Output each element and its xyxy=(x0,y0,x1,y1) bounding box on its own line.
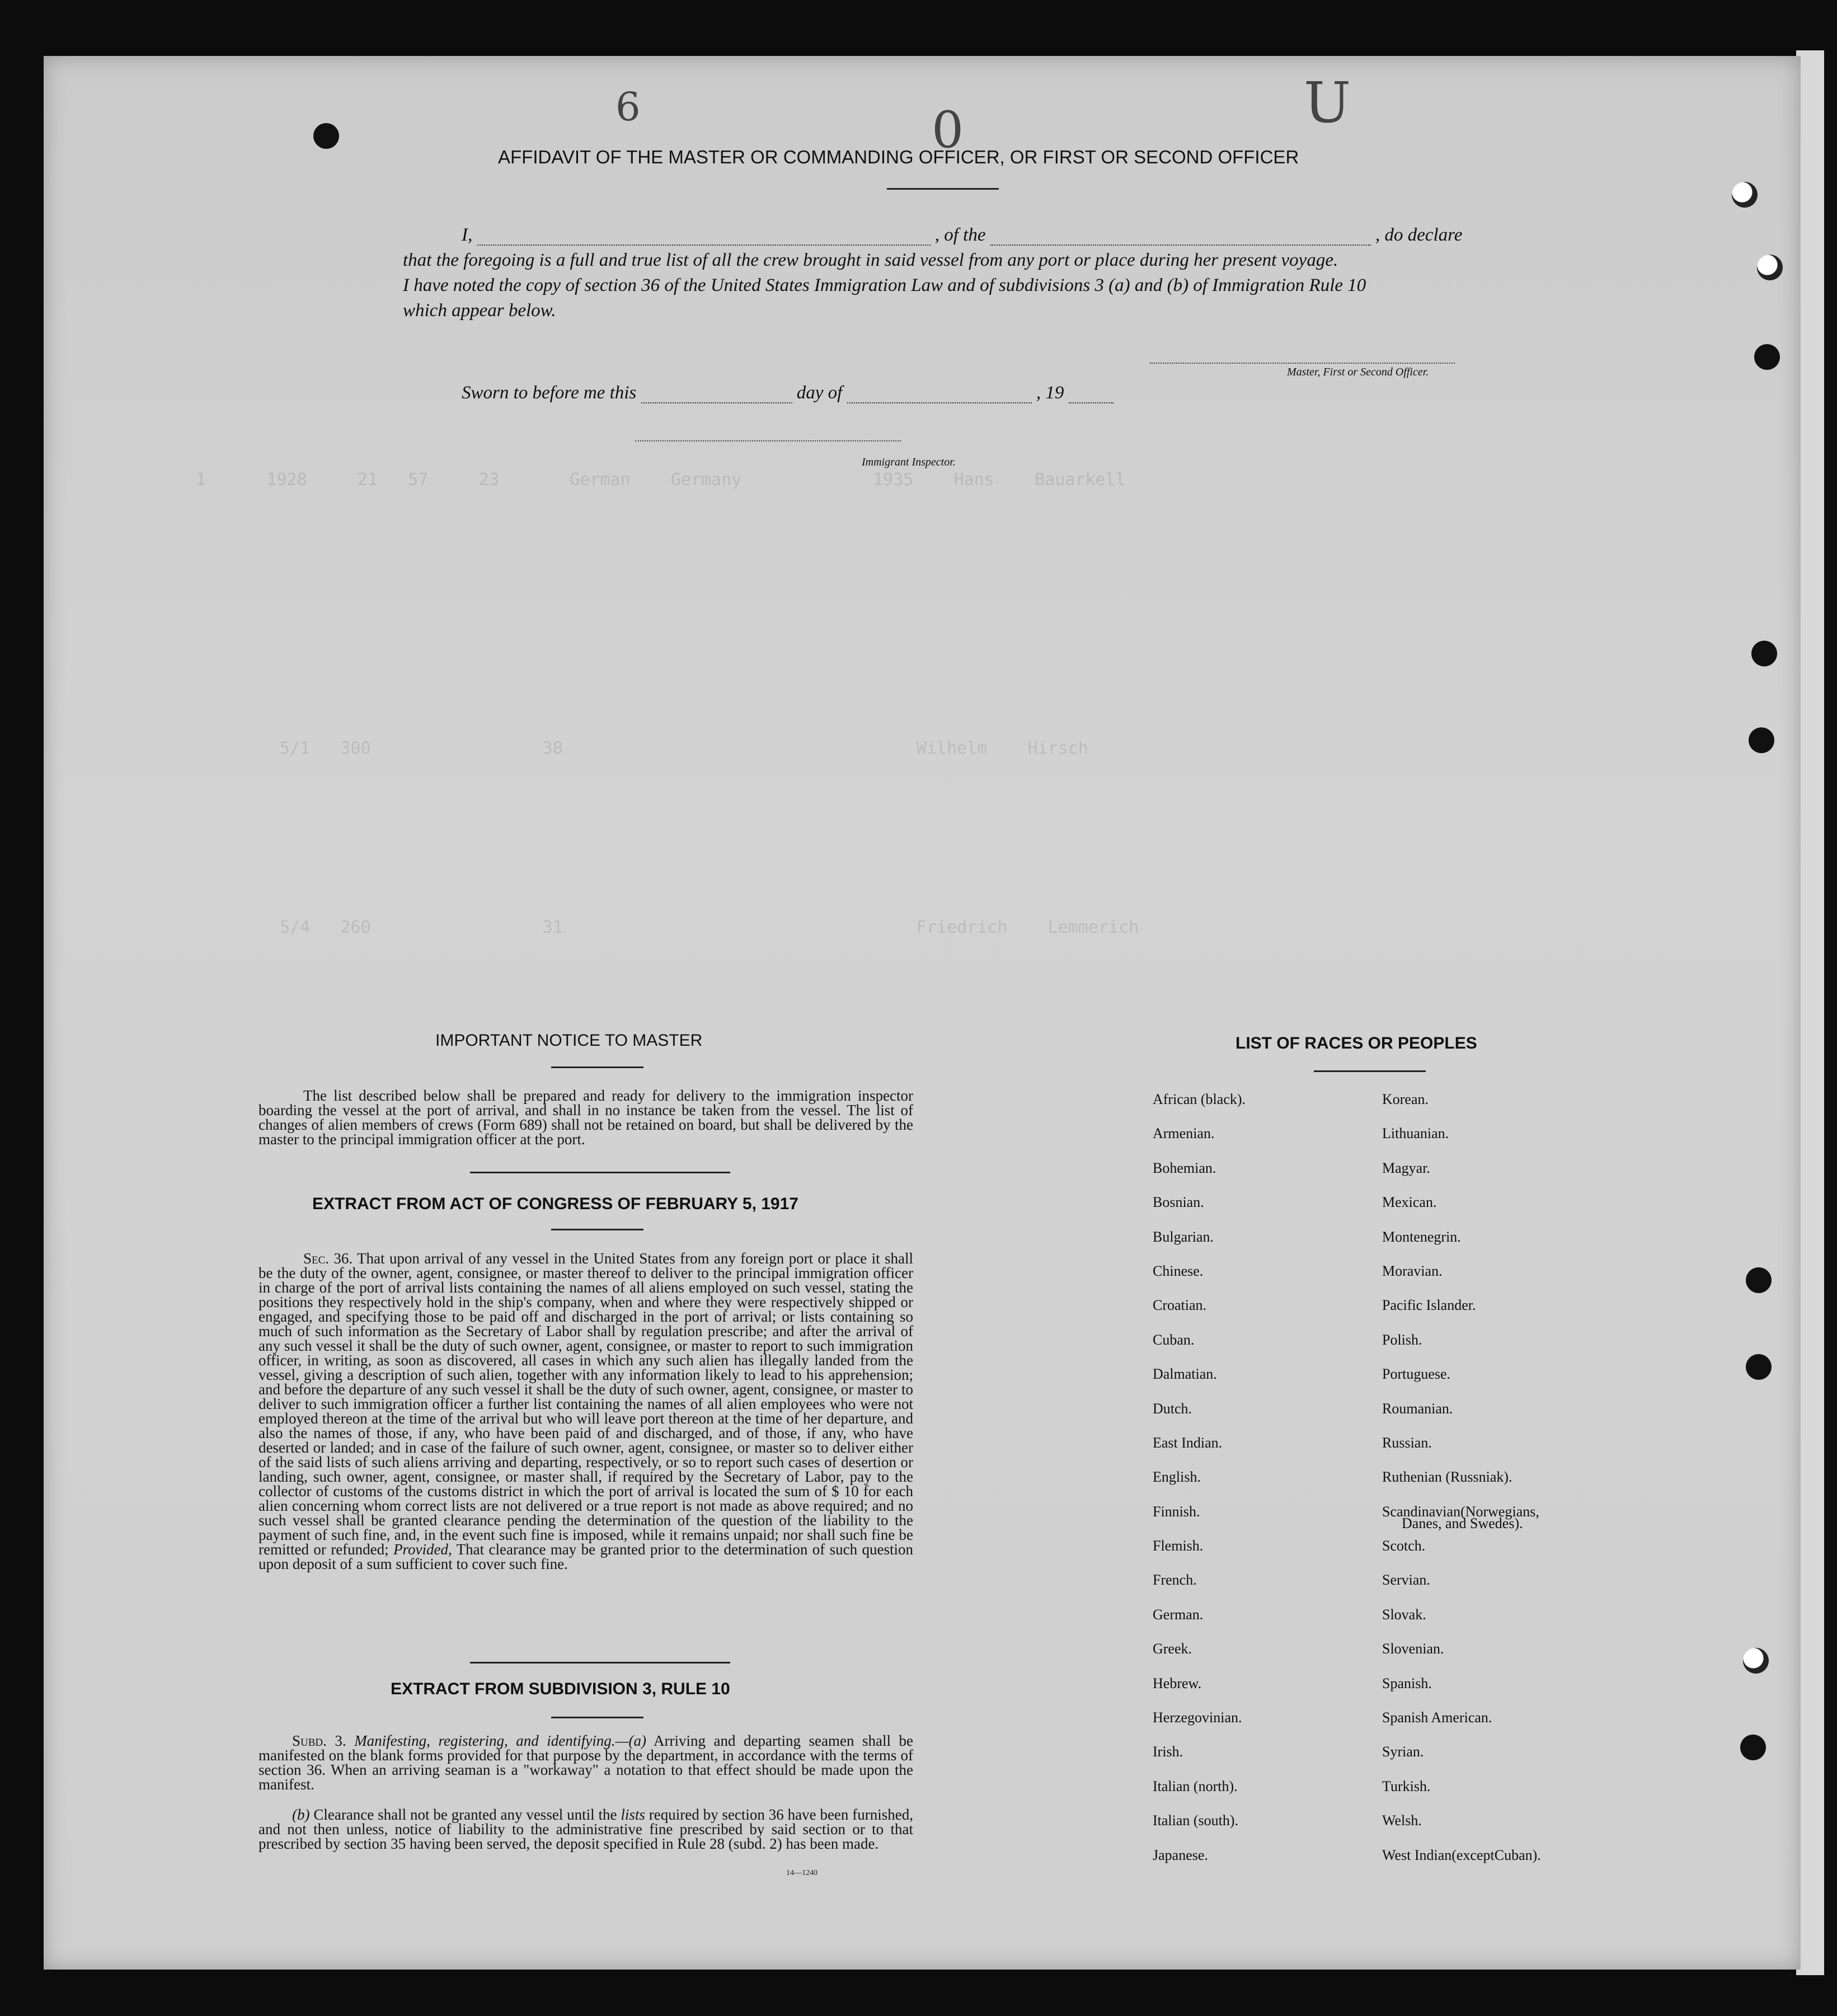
race-item: Magyar. xyxy=(1382,1159,1430,1176)
race-item: Dutch. xyxy=(1153,1400,1192,1417)
rule-extract-text-a xyxy=(259,1733,913,1792)
declare-label: , do declare xyxy=(1375,225,1463,245)
punch-hole xyxy=(313,123,339,149)
form-code: 14—1240 xyxy=(786,1869,818,1877)
bleed-through-text: 5/4 260 31 Friedrich Lemmerich xyxy=(280,918,1139,937)
rule-text-a: Arriving and departing seamen shall be manifested on the blank forms provided for that purpose by the department, in accordance with the terms of section 36. When an arriving seaman is a "workaway" a notation to that effect should be made upon the manifest. xyxy=(259,1732,914,1793)
race-item: Italian (south). xyxy=(1153,1812,1239,1829)
divider xyxy=(887,188,999,190)
affidavit-title: AFFIDAVIT OF THE MASTER OR COMMANDING OFFICER, OR FIRST OR SECOND OFFICER xyxy=(498,147,1299,167)
races-title: LIST OF RACES OR PEOPLES xyxy=(1235,1034,1477,1052)
lists-word: lists xyxy=(621,1806,645,1823)
race-item: French. xyxy=(1153,1572,1197,1589)
race-item: Irish. xyxy=(1153,1744,1183,1760)
punch-hole xyxy=(1751,641,1777,666)
handwritten-mark: 0 xyxy=(932,101,964,159)
race-item: Turkish. xyxy=(1382,1778,1431,1794)
race-item: Spanish American. xyxy=(1382,1709,1492,1726)
divider xyxy=(551,1717,643,1718)
inspector-label: Immigrant Inspector. xyxy=(862,456,956,468)
month-field[interactable] xyxy=(847,390,1032,403)
of-the-label: , of the xyxy=(934,225,986,245)
sworn-label: Sworn to before me this xyxy=(462,383,637,403)
provided-label: Provided, xyxy=(393,1541,452,1558)
punch-hole xyxy=(1740,1735,1766,1760)
race-item: Lithuanian. xyxy=(1382,1125,1449,1142)
act-extract-title: EXTRACT FROM ACT OF CONGRESS OF FEBRUARY 5, 1917 xyxy=(312,1195,798,1213)
race-item: Flemish. xyxy=(1153,1538,1204,1554)
race-item: Armenian. xyxy=(1153,1125,1215,1142)
rule-text-b2: required by section 36 have been furnished, and not then unless, notice of liability to the administrative fine prescribed by said section or to that prescribed by section 35 having been served, the deposit specified in Rule 28 (subd. 2) has been made. xyxy=(259,1806,913,1852)
race-item: Herzegovinian. xyxy=(1153,1709,1242,1726)
race-item: Montenegrin. xyxy=(1382,1228,1461,1245)
act-text: That upon arrival of any vessel in the United States from any foreign port or place it shall be the duty of the owner, agent, consignee, or master thereof to deliver to the principal immigration officer in charge of the port of arrival lists containing the names of all aliens employed on such vessel, stating the positions they respectively hold in the ship's company, when and where they were respectively shipped or engaged, and specifying those to be paid off and discharged in the port of arrival; or lists containing so much of such information as the Secretary of Labor shall by regulation prescribe; and after the arrival of any such vessel it shall be the duty of such owner, agent, consignee, or master to report to such immigration officer, in writing, as soon as discovered, all cases in which any such alien has illegally landed from the vessel, giving a description of such alien, together with any information likely to lead to his apprehension; and before the departure of any such vessel it shall be the duty of such owner, agent, consignee, or master to deliver to such immigration officer a further list containing the names of all alien employees who were not employed thereon at the time of the arrival but who will leave port thereon at the time of her departure, and also the names of those, if any, who have been paid of and discharged, and of those, if any, who have deserted or landed; and in case of the failure of such owner, agent, consignee, or master so to deliver either of the said lists of such aliens arriving and departing, respectively, or so to report such cases of desertion or landing, such owner, agent, consignee, or master shall, if required by the Secretary of Labor, pay to the collector of customs of the customs district in which the port of arrival is located the sum of $ 10 for each alien concerning whom correct lists are not delivered or a true report is not made as above required; and no such vessel shall be granted clearance pending the determination of the question of the liability to the payment of such fine, and, in the event such fine is imposed, while it remains unpaid; nor shall such fine be remitted or refunded; xyxy=(259,1250,914,1558)
race-item: Bohemian. xyxy=(1153,1159,1216,1176)
race-item: Mexican. xyxy=(1382,1194,1437,1211)
race-item: Greek. xyxy=(1153,1641,1192,1657)
race-item: Chinese. xyxy=(1153,1262,1204,1279)
races-left-column xyxy=(1153,1091,1246,1881)
inspector-signature-line[interactable] xyxy=(635,440,901,441)
race-item: East Indian. xyxy=(1153,1434,1223,1451)
race-item: Dalmatian. xyxy=(1153,1366,1217,1383)
b-label: (b) xyxy=(292,1806,310,1823)
notice-title: IMPORTANT NOTICE TO MASTER xyxy=(435,1031,703,1050)
race-item: Welsh. xyxy=(1382,1812,1422,1829)
race-item: Scotch. xyxy=(1382,1538,1426,1554)
race-item: Spanish. xyxy=(1382,1675,1432,1691)
handwritten-mark: 6 xyxy=(616,84,641,130)
race-item: Moravian. xyxy=(1382,1262,1443,1279)
officer-signature-label: Master, First or Second Officer. xyxy=(1287,366,1429,378)
race-item: Pacific Islander. xyxy=(1382,1297,1476,1314)
act-text-end: That clearance may be granted prior to the determination of such question upon deposit of a sum sufficient to cover such fine. xyxy=(259,1541,914,1572)
bleed-through-text: 1 1928 21 57 23 German Germany 1935 Hans Bauarkell xyxy=(196,470,1126,490)
races-right-column xyxy=(1382,1091,1541,1881)
punch-hole xyxy=(1754,344,1780,370)
handwritten-mark: U xyxy=(1304,70,1351,135)
divider xyxy=(1314,1070,1426,1072)
race-item: West Indian(exceptCuban). xyxy=(1382,1846,1541,1863)
declarant-line xyxy=(462,225,1462,246)
day-field[interactable] xyxy=(641,390,792,403)
race-item: Servian. xyxy=(1382,1572,1430,1589)
race-item: Croatian. xyxy=(1153,1297,1207,1314)
act-extract-text xyxy=(259,1251,913,1571)
rule-extract-title: EXTRACT FROM SUBDIVISION 3, RULE 10 xyxy=(391,1680,730,1698)
punch-hole xyxy=(1732,182,1758,208)
year-field[interactable] xyxy=(1069,390,1114,403)
race-item: Scandinavian(Norwegians, xyxy=(1382,1503,1539,1520)
race-item: Italian (north). xyxy=(1153,1778,1238,1794)
punch-hole xyxy=(1749,727,1774,753)
punch-hole xyxy=(1757,255,1783,280)
rule-text-b1: Clearance shall not be granted any vessel until the xyxy=(313,1806,617,1823)
race-item: Hebrew. xyxy=(1153,1675,1202,1691)
race-item: African (black). xyxy=(1153,1091,1246,1107)
race-item: Syrian. xyxy=(1382,1744,1424,1760)
race-item: Danes, and Swedes). xyxy=(1402,1515,1523,1531)
race-item: Korean. xyxy=(1382,1091,1429,1107)
i-label: I, xyxy=(462,225,473,245)
sworn-line xyxy=(462,383,1114,403)
race-item: Slovak. xyxy=(1382,1606,1426,1623)
race-item: Portuguese. xyxy=(1382,1366,1451,1383)
year-label: , 19 xyxy=(1036,383,1064,403)
divider xyxy=(470,1172,730,1173)
divider xyxy=(551,1229,643,1230)
subd-label: Subd. 3. xyxy=(292,1732,346,1749)
race-item: Ruthenian (Russniak). xyxy=(1382,1469,1512,1486)
race-item: Roumanian. xyxy=(1382,1400,1453,1417)
punch-hole xyxy=(1746,1354,1772,1380)
affidavit-body-line: which appear below. xyxy=(403,300,556,321)
officer-signature-line[interactable] xyxy=(1150,363,1455,364)
punch-hole xyxy=(1746,1267,1772,1293)
races-scandinavian-cont xyxy=(1402,1515,1523,1532)
sec-label: Sec. 36. xyxy=(303,1250,353,1267)
race-item: Russian. xyxy=(1382,1434,1432,1451)
punch-hole xyxy=(1743,1648,1769,1674)
race-item: Polish. xyxy=(1382,1331,1422,1348)
affidavit-body-line: that the foregoing is a full and true list of all the crew brought in said vessel from any port or place during her present voyage. xyxy=(403,250,1338,270)
rule-extract-text-b xyxy=(259,1807,913,1851)
race-item: Cuban. xyxy=(1153,1331,1195,1348)
notice-text: The list described below shall be prepared and ready for delivery to the immigration inspector boarding the vessel at the port of arrival, and shall in no instance be taken from the vessel. The list of changes of alien members of crews (Form 689) shall not be retained on board, but shall be delivered by the master to the principal immigration officer at the port. xyxy=(259,1087,913,1148)
name-field[interactable] xyxy=(477,232,931,246)
bleed-through-text: 5/1 300 38 Wilhelm Hirsch xyxy=(280,739,1088,758)
race-item: Bulgarian. xyxy=(1153,1228,1214,1245)
vessel-field[interactable] xyxy=(990,232,1371,246)
divider xyxy=(551,1066,643,1068)
race-item: English. xyxy=(1153,1469,1201,1486)
race-item: Bosnian. xyxy=(1153,1194,1204,1211)
affidavit-body-line: I have noted the copy of section 36 of the United States Immigration Law and of subdivisions 3 (a) and (b) of Immigration Rule 10 xyxy=(403,275,1366,295)
day-of-label: day of xyxy=(796,383,843,403)
race-item: German. xyxy=(1153,1606,1204,1623)
race-item: Slovenian. xyxy=(1382,1641,1444,1657)
race-item: Japanese. xyxy=(1153,1846,1208,1863)
subd-heading: Manifesting, registering, and identifying.—(a) xyxy=(354,1732,646,1749)
race-item: Finnish. xyxy=(1153,1503,1200,1520)
divider xyxy=(470,1662,730,1663)
